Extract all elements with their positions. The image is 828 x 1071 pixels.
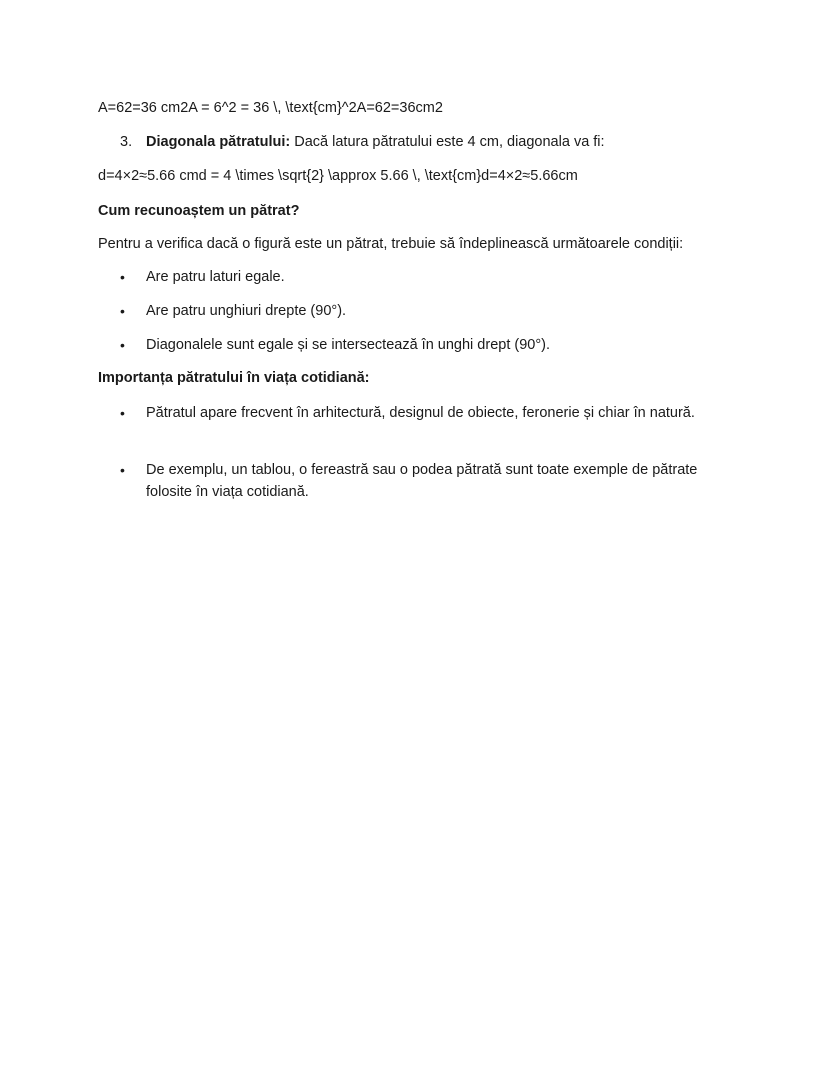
diagonal-formula: d=4×2≈5.66 cmd = 4 \times \sqrt{2} \approx 5.66 \, \text{cm}d=4×2≈5.66cm xyxy=(98,168,578,184)
item-text: Dacă latura pătratului este 4 cm, diagonala va fi: xyxy=(290,134,605,150)
bullet-icon: • xyxy=(120,303,125,319)
item-title: Diagonala pătratului: xyxy=(146,134,291,150)
numbered-item-3 xyxy=(120,133,605,151)
recognize-intro: Pentru a verifica dacă o figură este un pătrat, trebuie să îndeplinească următoarele condiții: xyxy=(98,236,684,252)
list-item-text: Are patru unghiuri drepte (90°). xyxy=(146,303,347,319)
bullet-icon: • xyxy=(120,269,125,285)
importance-heading: Importanța pătratului în viața cotidiană: xyxy=(98,370,370,386)
bullet-icon: • xyxy=(120,405,125,421)
area-formula: A=62=36 cm2A = 6^2 = 36 \, \text{cm}^2A=62=36cm2 xyxy=(98,100,443,116)
bullet-icon: • xyxy=(120,337,125,353)
list-item xyxy=(120,459,720,503)
list-item-text: Diagonalele sunt egale și se intersectează în unghi drept (90°). xyxy=(146,337,550,353)
list-item xyxy=(120,402,720,424)
list-item xyxy=(120,334,720,356)
list-item-text: Pătratul apare frecvent în arhitectură, designul de obiecte, feronerie și chiar în natură. xyxy=(146,405,695,421)
item-number: 3. xyxy=(120,134,133,150)
list-item xyxy=(120,266,720,288)
list-item-text: Are patru laturi egale. xyxy=(146,269,285,285)
bullet-icon: • xyxy=(120,462,125,478)
list-item xyxy=(120,300,720,322)
recognize-heading: Cum recunoaștem un pătrat? xyxy=(98,203,300,219)
list-item-text: De exemplu, un tablou, o fereastră sau o podea pătrată sunt toate exemple de pătrate folosite în viața cotidiană. xyxy=(146,462,698,500)
